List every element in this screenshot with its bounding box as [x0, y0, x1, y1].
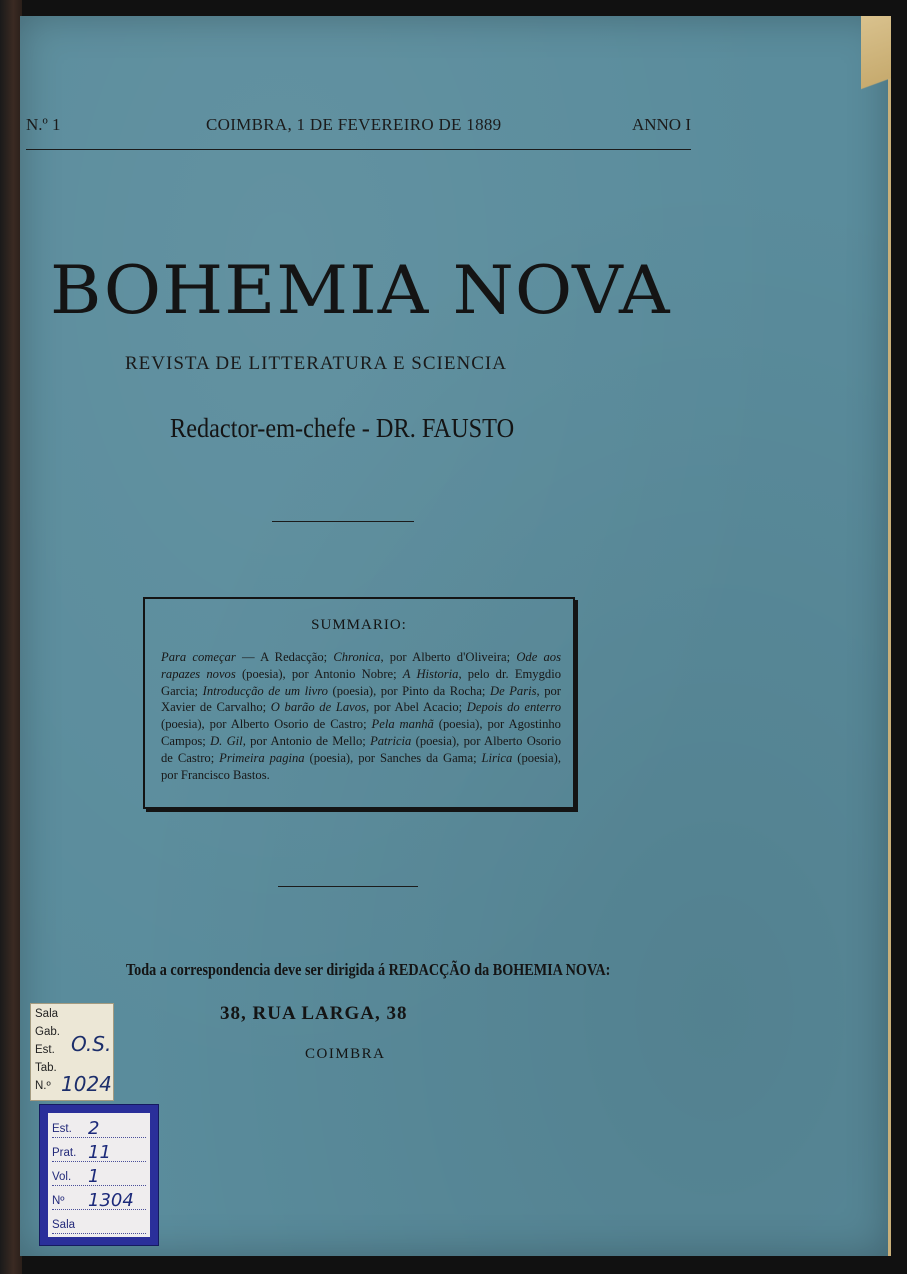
divider-rule-2 — [278, 886, 418, 887]
issue-header — [26, 115, 691, 139]
summary-work-credit: (poesia), por Antonio Nobre; — [235, 666, 403, 681]
label1-field-value: O.S. — [71, 1032, 112, 1056]
label1-field-name: Gab. — [35, 1026, 60, 1038]
library-label-shelf — [30, 1003, 114, 1101]
label2-field-name: Est. — [52, 1123, 72, 1135]
summary-work-credit: (poesia), por Pinto da Rocha; — [327, 683, 490, 698]
summary-work-credit: (poesia), por Sanches da Gama; — [304, 750, 482, 765]
summary-work-title: Patricia — [370, 733, 412, 748]
summary-work-title: Introducção de um livro — [202, 683, 328, 698]
summary-work-title: Para começar — [161, 650, 236, 664]
label2-field-name: Sala — [52, 1219, 76, 1231]
label2-field-value: 1304 — [88, 1190, 134, 1211]
summary-work-credit: (poesia), por Agostinho Campos; — [161, 717, 561, 748]
summary-work-credit: , por Antonio de Mello; — [242, 733, 371, 748]
label2-field-name: Prat. — [52, 1147, 77, 1159]
summary-work-title: D. Gil — [210, 733, 243, 748]
summary-work-credit: , por Abel Acacio; — [365, 700, 467, 715]
summary-work-credit: (poesia), por Francisco Bastos. — [161, 750, 561, 782]
editor-in-chief: Redactor-em-chefe - DR. FAUSTO — [170, 413, 515, 443]
header-rule — [26, 149, 691, 150]
issue-date-place: COIMBRA, 1 DE FEVEREIRO DE 1889 — [206, 115, 502, 134]
summary-work-title: De Paris — [489, 683, 537, 698]
magazine-subtitle: REVISTA DE LITTERATURA E SCIENCIA — [125, 353, 507, 374]
summary-work-title: Depois do enterro — [466, 700, 561, 715]
label1-field-value: 1024 — [61, 1072, 112, 1096]
summary-work-title: Pela manhã — [371, 717, 434, 732]
label2-field-name: Vol. — [52, 1171, 72, 1183]
label2-row — [52, 1187, 146, 1210]
summary-work-credit: , por Xavier de Carvalho; — [161, 683, 561, 715]
summary-heading: SUMMARIO: — [311, 617, 407, 633]
summary-work-credit: — A Redacção; — [235, 650, 334, 664]
book-spine — [0, 0, 22, 1274]
editorial-address: 38, RUA LARGA, 38 — [220, 1003, 408, 1024]
label2-row — [52, 1115, 146, 1138]
label2-row — [52, 1139, 146, 1162]
label2-field-value: 11 — [88, 1142, 111, 1163]
issue-number: N.º 1 — [26, 115, 61, 134]
editorial-city: COIMBRA — [305, 1046, 386, 1062]
issue-year: ANNO I — [631, 115, 691, 134]
summary-work-title: O barão de Lavos — [270, 700, 366, 715]
library-label-catalog-card — [48, 1113, 150, 1237]
correspondence-notice: Toda a correspondencia deve ser dirigida á REDACÇÃO da BOHEMIA NOVA: — [126, 960, 611, 979]
label1-field-name: Tab. — [35, 1062, 57, 1074]
divider-rule-1 — [272, 521, 414, 522]
summary-box — [143, 597, 575, 809]
summary-work-title: Lirica — [481, 750, 513, 765]
library-label-catalog — [40, 1105, 158, 1245]
label2-field-value: 1 — [88, 1166, 100, 1187]
label1-field-name: N.º — [35, 1080, 51, 1092]
summary-work-title: A Historia — [402, 666, 459, 681]
torn-corner — [861, 16, 891, 126]
summary-work-credit: (poesia), por Alberto Osorio de Castro; — [161, 733, 562, 765]
label2-row — [52, 1163, 146, 1186]
summary-work-credit: , por Alberto d'Oliveira; — [380, 650, 517, 664]
label1-field-name: Est. — [35, 1044, 55, 1056]
summary-work-credit: (poesia), por Alberto Osorio de Castro; — [161, 717, 372, 732]
label2-field-value: 2 — [88, 1118, 100, 1139]
summary-contents — [161, 649, 561, 783]
label2-row — [52, 1211, 146, 1234]
label1-field-name: Sala — [35, 1008, 59, 1020]
summary-work-title: Primeira pagina — [219, 750, 305, 765]
label2-field-name: Nº — [52, 1195, 65, 1207]
summary-work-title: Ode aos rapazes novos — [161, 650, 561, 681]
magazine-title: BOHEMIA NOVA — [50, 252, 671, 329]
summary-work-title: Chronica — [333, 650, 381, 664]
summary-work-credit: , pelo dr. Emygdio Garcia; — [161, 666, 561, 698]
